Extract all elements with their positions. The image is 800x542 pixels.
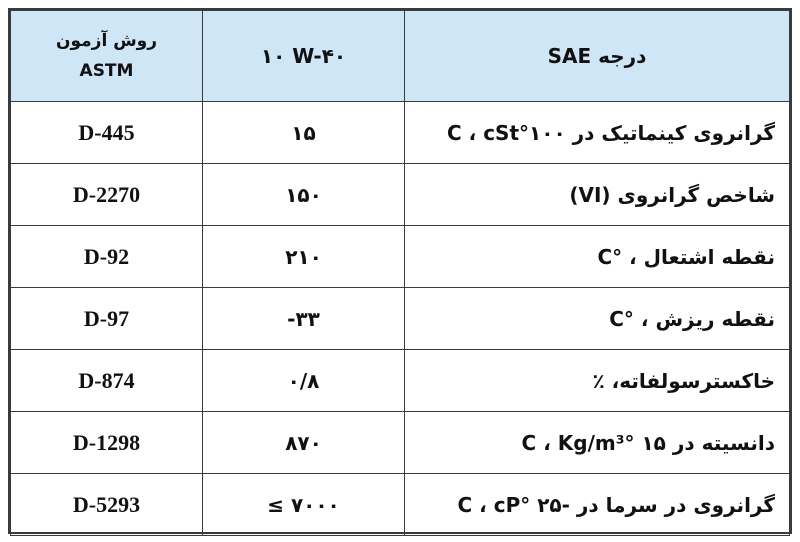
table-header-row: [11, 11, 790, 102]
property-name: نقطه اشتعال ، °C: [597, 244, 775, 269]
astm-method: D-1298: [72, 429, 141, 455]
value-cell: [203, 164, 405, 226]
header-test-method-label: روش آزمون: [55, 31, 158, 51]
table-row: [11, 474, 790, 536]
property-name: گرانروی در سرما در -۲۵ °C ، cP: [457, 492, 775, 517]
astm-method: D-97: [83, 305, 130, 331]
header-grade-cell: [203, 11, 405, 102]
property-name: دانسیته در ۱۵ °C ، Kg/m³: [521, 430, 775, 455]
astm-method: D-2270: [72, 181, 141, 207]
astm-cell: [11, 474, 203, 536]
value-cell: [203, 474, 405, 536]
value-cell: [203, 102, 405, 164]
specification-table: [10, 10, 790, 536]
astm-cell: [11, 226, 203, 288]
property-cell: [405, 288, 790, 350]
header-test-method-cell: [11, 11, 203, 102]
spec-value: ۰/۸: [287, 368, 320, 393]
specification-table-frame: [8, 8, 792, 534]
property-cell: [405, 350, 790, 412]
astm-cell: [11, 350, 203, 412]
spec-value: ≤ ۷۰۰۰: [267, 492, 340, 517]
header-property-cell: [405, 11, 790, 102]
header-grade-label: ۱۰ W-۴۰: [260, 44, 347, 68]
spec-value: -۳۳: [287, 306, 320, 331]
spec-value: ۱۵: [291, 120, 316, 145]
astm-cell: [11, 164, 203, 226]
table-row: [11, 102, 790, 164]
value-cell: [203, 350, 405, 412]
astm-method: D-5293: [72, 491, 141, 517]
value-cell: [203, 288, 405, 350]
property-name: خاکسترسولفاته، ٪: [592, 368, 775, 393]
property-cell: [405, 102, 790, 164]
spec-value: ۲۱۰: [285, 244, 322, 269]
table-row: [11, 226, 790, 288]
astm-cell: [11, 412, 203, 474]
value-cell: [203, 226, 405, 288]
table-row: [11, 350, 790, 412]
property-name: گرانروی کینماتیک در ۱۰۰°C ، cSt: [447, 120, 775, 145]
astm-method: D-92: [83, 243, 130, 269]
property-cell: [405, 164, 790, 226]
astm-cell: [11, 102, 203, 164]
table-row: [11, 164, 790, 226]
property-cell: [405, 226, 790, 288]
property-name: نقطه ریزش ، °C: [609, 306, 775, 331]
header-test-method-standard: ASTM: [79, 61, 134, 81]
property-cell: [405, 412, 790, 474]
spec-value: ۱۵۰: [285, 182, 322, 207]
table-row: [11, 288, 790, 350]
value-cell: [203, 412, 405, 474]
property-name: شاخص گرانروی (VI): [569, 182, 775, 207]
astm-cell: [11, 288, 203, 350]
astm-method: D-874: [78, 367, 135, 393]
table-row: [11, 412, 790, 474]
header-property-label: درجه SAE: [547, 44, 647, 68]
spec-value: ۸۷۰: [285, 430, 322, 455]
astm-method: D-445: [78, 119, 135, 145]
property-cell: [405, 474, 790, 536]
